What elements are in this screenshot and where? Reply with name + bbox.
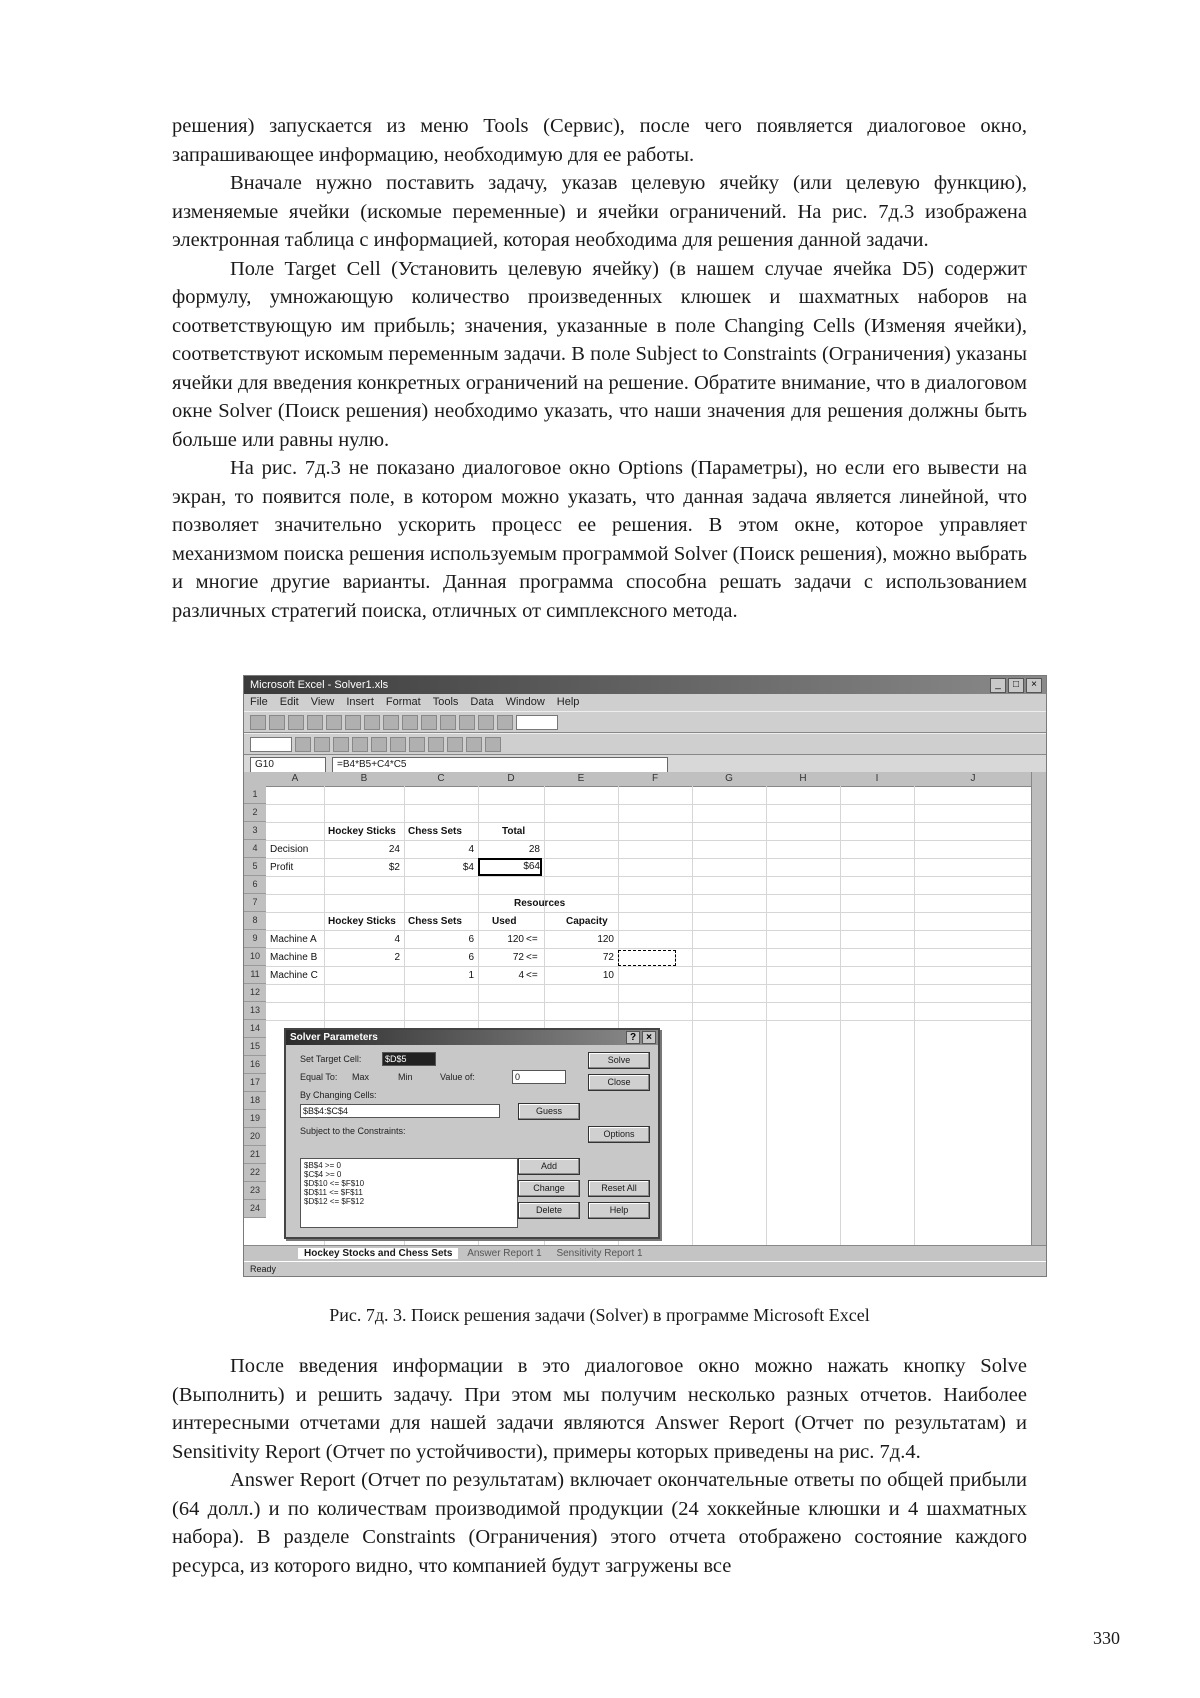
text-block-bottom <box>172 1352 1027 1580</box>
machine-operator: <= <box>526 970 538 981</box>
label-decision: Decision <box>270 844 309 855</box>
guess-button[interactable]: Guess <box>518 1103 580 1120</box>
equal-to-label: Equal To: <box>300 1072 338 1082</box>
underline-icon[interactable] <box>333 737 349 752</box>
paste-icon[interactable] <box>402 715 418 730</box>
options-button[interactable]: Options <box>588 1126 650 1143</box>
minimize-icon[interactable]: _ <box>990 678 1006 693</box>
row-header[interactable]: 22 <box>244 1164 266 1182</box>
row-header[interactable]: 24 <box>244 1200 266 1218</box>
header-capacity: Capacity <box>566 916 608 927</box>
row-header[interactable]: 18 <box>244 1092 266 1110</box>
machine-used[interactable]: 72 <box>512 952 524 963</box>
row-header[interactable]: 16 <box>244 1056 266 1074</box>
machine-label: Machine A <box>270 934 317 945</box>
selected-cell-marquee <box>618 950 676 966</box>
constraint-item[interactable]: $C$4 >= 0 <box>304 1170 342 1179</box>
target-cell-input[interactable]: $D$5 <box>382 1052 436 1066</box>
row-header[interactable]: 11 <box>244 966 266 984</box>
header-used: Used <box>492 916 517 927</box>
italic-icon[interactable] <box>314 737 330 752</box>
header-resources: Resources <box>514 898 566 909</box>
excel-screenshot <box>243 675 1047 1277</box>
decision-hockey[interactable]: 24 <box>388 844 400 855</box>
paragraph-1: решения) запускается из меню Tools (Сервис), после чего появляется диалоговое окно, запрашивающее информацию, необходимую для ее работы. <box>172 115 1027 166</box>
paragraph-3: Поле Target Cell (Установить целевую ячейку) (в нашем случае ячейка D5) содержит формулу, умножающую количество произведенных клюшек и шахматных наборов на соответствующую им прибыль; значения, указанные в поле Changing Cells (Изменяя ячейки), соответствуют искомым переменным задачи. В поле Subject to Constraints (Ограничения) указаны ячейки для введения конкретных ограничений на решение. Обратите внимание, что в диалоговом окне Solver (Поиск решения) необходимо указать, что наши значения для решения должны быть больше или равны нулю. <box>172 257 1027 451</box>
paragraph-6: Answer Report (Отчет по результатам) включает окончательные ответы по общей прибыли (64 долл.) и по количествам производимой продукции (24 хоккейные клюшки и 4 шахматных набора). В разделе Constraints (Ограничения) этого отчета отображено состояние каждого ресурса, из которого видно, что компанией будут загружены все <box>172 1469 1027 1577</box>
menu-help[interactable]: Help <box>556 696 580 708</box>
target-cell-label: Set Target Cell: <box>300 1054 362 1064</box>
constraint-item[interactable]: $B$4 >= 0 <box>304 1161 341 1170</box>
row-header[interactable]: 4 <box>244 840 266 858</box>
paragraph-5: После введения информации в это диалоговое окно можно нажать кнопку Solve (Выполнить) и решить задачу. При этом мы получим несколько разных отчетов. Наиболее интересными отчетами для нашей задачи являются Answer Report (Отчет по результатам) и Sensitivity Report (Отчет по устойчивости), примеры которых приведены на рис. 7д.4. <box>172 1355 1027 1463</box>
zoom-select[interactable] <box>516 715 558 730</box>
constraint-item[interactable]: $D$12 <= $F$12 <box>304 1197 365 1206</box>
window-titlebar <box>244 676 1046 694</box>
target-cell[interactable]: $64 <box>478 858 542 876</box>
column-header[interactable]: F <box>618 772 693 787</box>
align-right-icon[interactable] <box>390 737 406 752</box>
fill-color-icon[interactable] <box>466 737 482 752</box>
sum-icon[interactable] <box>459 715 475 730</box>
add-button[interactable]: Add <box>518 1158 580 1175</box>
column-header[interactable]: H <box>766 772 841 787</box>
row-header[interactable]: 21 <box>244 1146 266 1164</box>
redo-icon[interactable] <box>440 715 456 730</box>
paragraph-2: Вначале нужно поставить задачу, указав целевую ячейку (или целевую функцию), изменяемые ячейки (искомые переменные) и ячейки ограничений. На рис. 7д.3 изображена электронная таблица с информацией, которая необходима для решения данной задачи. <box>172 172 1027 251</box>
maximize-icon[interactable]: □ <box>1008 678 1024 693</box>
menu-window[interactable]: Window <box>505 696 545 708</box>
decision-total[interactable]: 28 <box>528 844 540 855</box>
row-header[interactable]: 5 <box>244 858 266 876</box>
formula-input[interactable]: =B4*B5+C4*C5 <box>332 757 668 773</box>
changing-cells-label: By Changing Cells: <box>300 1090 377 1100</box>
row-header[interactable]: 8 <box>244 912 266 930</box>
sheet-tab-bar <box>244 1245 1046 1262</box>
column-header[interactable]: J <box>914 772 1033 787</box>
machine-label: Machine B <box>270 952 318 963</box>
open-icon[interactable] <box>269 715 285 730</box>
profit-chess[interactable]: $4 <box>462 862 474 873</box>
sort-icon[interactable] <box>478 715 494 730</box>
text-block-top <box>172 112 1027 625</box>
new-icon[interactable] <box>250 715 266 730</box>
currency-icon[interactable] <box>409 737 425 752</box>
align-center-icon[interactable] <box>371 737 387 752</box>
close-button[interactable]: Close <box>588 1074 650 1091</box>
machine-label: Machine C <box>270 970 318 981</box>
row-header[interactable]: 13 <box>244 1002 266 1020</box>
menu-bar <box>244 694 1046 711</box>
delete-button[interactable]: Delete <box>518 1202 580 1219</box>
paragraph-4: На рис. 7д.3 не показано диалоговое окно Options (Параметры), но если его вывести на экран, то появится поле, в котором можно указать, что данная задача является линейной, что позволяет значительно ускорить процесс ее решения. В этом окне, которое управляет механизмом поиска решения используемым программой Solver (Поиск решения), можно выбрать и многие другие варианты. Данная программа способна решать задачи с использованием различных стратегий поиска, отличных от симплексного метода. <box>172 457 1027 622</box>
help-button[interactable]: Help <box>588 1202 650 1219</box>
row-header[interactable]: 3 <box>244 822 266 840</box>
change-button[interactable]: Change <box>518 1180 580 1197</box>
machine-value[interactable]: 1 <box>468 970 474 981</box>
menu-insert[interactable]: Insert <box>346 696 374 708</box>
figure-caption: Рис. 7д. 3. Поиск решения задачи (Solver) в программе Microsoft Excel <box>329 1305 870 1325</box>
undo-icon[interactable] <box>421 715 437 730</box>
constraint-item[interactable]: $D$10 <= $F$10 <box>304 1179 365 1188</box>
machine-operator: <= <box>526 934 538 945</box>
menu-tools[interactable]: Tools <box>432 696 459 708</box>
row-header[interactable]: 2 <box>244 804 266 822</box>
row-header[interactable]: 12 <box>244 984 266 1002</box>
profit-hockey[interactable]: $2 <box>388 862 400 873</box>
constraints-label: Subject to the Constraints: <box>300 1126 406 1136</box>
reset-all-button[interactable]: Reset All <box>588 1180 650 1197</box>
column-header[interactable]: D <box>478 772 545 787</box>
constraint-item[interactable]: $D$11 <= $F$11 <box>304 1188 363 1197</box>
constraints-list[interactable] <box>300 1158 518 1228</box>
decision-chess[interactable]: 4 <box>468 844 474 855</box>
chart-icon[interactable] <box>497 715 513 730</box>
machine-capacity[interactable]: 120 <box>597 934 614 945</box>
row-header[interactable]: 15 <box>244 1038 266 1056</box>
header-hockey-sticks-2: Hockey Sticks <box>328 916 396 927</box>
machine-used[interactable]: 4 <box>518 970 524 981</box>
header-hockey-sticks: Hockey Sticks <box>328 826 396 837</box>
copy-icon[interactable] <box>383 715 399 730</box>
row-header[interactable]: 20 <box>244 1128 266 1146</box>
machine-value[interactable]: 6 <box>468 934 474 945</box>
font-select[interactable] <box>250 737 292 752</box>
machine-capacity[interactable]: 10 <box>602 970 614 981</box>
cut-icon[interactable] <box>364 715 380 730</box>
borders-icon[interactable] <box>447 737 463 752</box>
column-header[interactable]: E <box>544 772 619 787</box>
value-of-input[interactable]: 0 <box>512 1070 566 1084</box>
dialog-title: Solver Parameters <box>290 1032 378 1043</box>
header-chess-sets-2: Chess Sets <box>408 916 462 927</box>
changing-cells-input[interactable]: $B$4:$C$4 <box>300 1104 500 1118</box>
column-header[interactable]: I <box>840 772 915 787</box>
machine-value[interactable]: 6 <box>468 952 474 963</box>
column-header[interactable]: G <box>692 772 767 787</box>
machine-operator: <= <box>526 952 538 963</box>
select-all-corner[interactable] <box>244 772 267 787</box>
font-color-icon[interactable] <box>485 737 501 752</box>
close-icon[interactable]: × <box>1026 678 1042 693</box>
print-icon[interactable] <box>307 715 323 730</box>
bold-icon[interactable] <box>295 737 311 752</box>
radio-min[interactable]: Min <box>398 1072 413 1082</box>
row-header[interactable]: 14 <box>244 1020 266 1038</box>
dialog-titlebar <box>286 1030 658 1045</box>
close-icon[interactable]: × <box>642 1031 656 1044</box>
page-number: 330 <box>1093 1628 1120 1648</box>
row-header[interactable]: 7 <box>244 894 266 912</box>
machine-value[interactable]: 2 <box>394 952 400 963</box>
solve-button[interactable]: Solve <box>588 1052 650 1069</box>
column-header[interactable]: C <box>404 772 479 787</box>
menu-edit[interactable]: Edit <box>279 696 299 708</box>
save-icon[interactable] <box>288 715 304 730</box>
header-chess-sets: Chess Sets <box>408 826 462 837</box>
row-header[interactable]: 6 <box>244 876 266 894</box>
window-title: Microsoft Excel - Solver1.xls <box>250 679 389 691</box>
machine-value[interactable]: 4 <box>394 934 400 945</box>
preview-icon[interactable] <box>326 715 342 730</box>
vertical-scrollbar[interactable] <box>1031 772 1046 1246</box>
row-header[interactable]: 19 <box>244 1110 266 1128</box>
header-total: Total <box>502 826 526 837</box>
spreadsheet-grid[interactable] <box>244 772 1032 1246</box>
row-header[interactable]: 9 <box>244 930 266 948</box>
radio-max[interactable]: Max <box>352 1072 370 1082</box>
machine-used[interactable]: 120 <box>507 934 524 945</box>
row-header[interactable]: 1 <box>244 786 266 804</box>
status-bar: Ready <box>244 1261 1046 1276</box>
sheet-tab[interactable]: Answer Report 1 <box>467 1248 542 1259</box>
sheet-tab-active[interactable]: Hockey Stocks and Chess Sets <box>298 1248 458 1259</box>
spelling-icon[interactable] <box>345 715 361 730</box>
row-header[interactable]: 10 <box>244 948 266 966</box>
standard-toolbar <box>244 711 1046 733</box>
radio-value-of[interactable]: Value of: <box>440 1072 475 1082</box>
formatting-toolbar <box>244 733 1046 755</box>
row-header[interactable]: 23 <box>244 1182 266 1200</box>
solver-parameters-dialog <box>284 1028 660 1239</box>
menu-view[interactable]: View <box>310 696 335 708</box>
machine-capacity[interactable]: 72 <box>602 952 614 963</box>
label-profit: Profit <box>270 862 294 873</box>
name-box[interactable]: G10 <box>250 757 326 773</box>
menu-data[interactable]: Data <box>470 696 494 708</box>
column-header[interactable]: B <box>324 772 405 787</box>
sheet-tab[interactable]: Sensitivity Report 1 <box>556 1248 643 1259</box>
align-left-icon[interactable] <box>352 737 368 752</box>
menu-format[interactable]: Format <box>385 696 421 708</box>
row-header[interactable]: 17 <box>244 1074 266 1092</box>
menu-file[interactable]: File <box>250 696 268 708</box>
help-icon[interactable]: ? <box>626 1031 640 1044</box>
percent-icon[interactable] <box>428 737 444 752</box>
column-header[interactable]: A <box>266 772 325 787</box>
